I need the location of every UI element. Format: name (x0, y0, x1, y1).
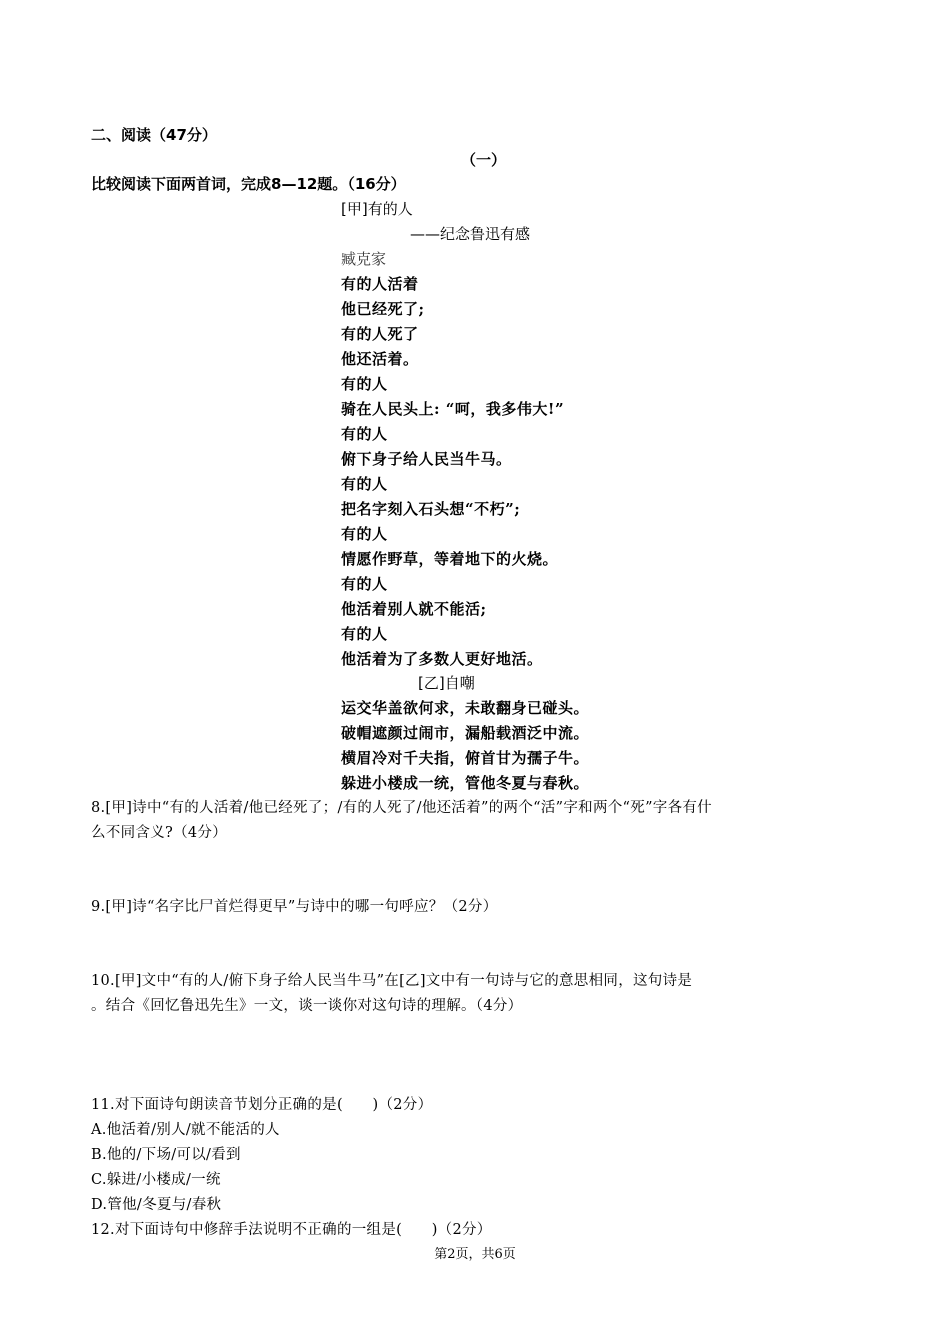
poem-a-line: 有的人 (341, 425, 388, 443)
poem-a-line: 有的人 (341, 525, 388, 543)
poem-b-line: 横眉冷对千夫指，俯首甘为孺子牛。 (341, 749, 590, 767)
option-b: B.他的/下场/可以/看到 (91, 1147, 241, 1163)
part-number: （一） (461, 151, 507, 169)
poem-a-title: [甲]有的人 (341, 200, 413, 218)
page-footer: 第2页，共6页 (434, 1247, 516, 1262)
poem-a-line: 他还活着。 (341, 350, 419, 368)
poem-a-line: 有的人死了 (341, 325, 419, 343)
option-c: C.躲进/小楼成/一统 (91, 1172, 221, 1188)
section-title: 二、阅读（47分） (91, 126, 217, 144)
poem-a-line: 有的人 (341, 475, 388, 493)
option-d: D.管他/冬夏与/春秋 (91, 1197, 222, 1213)
poem-b-line: 躲进小楼成一统，管他冬夏与春秋。 (341, 774, 590, 792)
poem-b-line: 运交华盖欲何求，未敢翻身已碰头。 (341, 699, 590, 717)
poem-a-author: 臧克家 (341, 250, 387, 268)
poem-a-line: 俯下身子给人民当牛马。 (341, 450, 512, 468)
question-10-continued: 。结合《回忆鲁迅先生》一文，谈一谈你对这句诗的理解。（4分） (91, 998, 523, 1014)
poem-a-line: 骑在人民头上: “呵，我多伟大!” (341, 400, 565, 418)
poem-a-subtitle: ——纪念鲁迅有感 (410, 225, 531, 243)
question-8: 8.[甲]诗中“有的人活着/他已经死了；/有的人死了/他还活着”的两个“活”字和两个“死”字各有什 (91, 800, 712, 816)
poem-a-line: 他已经死了; (341, 300, 425, 318)
question-8-continued: 么不同含义?（4分） (91, 825, 227, 841)
poem-a-line: 有的人 (341, 625, 388, 643)
question-9: 9.[甲]诗“名字比尸首烂得更早”与诗中的哪一句呼应？（2分） (91, 899, 498, 915)
reading-instruction: 比较阅读下面两首词，完成8—12题。（16分） (91, 175, 406, 193)
poem-a-line: 有的人活着 (341, 275, 419, 293)
poem-a-line: 他活着为了多数人更好地活。 (341, 650, 543, 668)
poem-a-line: 把名字刻入石头想“不朽”; (341, 500, 521, 518)
poem-b-title: [乙]自嘲 (418, 674, 475, 692)
poem-a-line: 情愿作野草，等着地下的火烧。 (341, 550, 559, 568)
poem-b-line: 破帽遮颜过闹市，漏船载酒泛中流。 (341, 724, 590, 742)
poem-a-line: 他活着别人就不能活; (341, 600, 487, 618)
question-11: 11.对下面诗句朗读音节划分正确的是( )（2分） (91, 1097, 433, 1113)
question-10: 10.[甲]文中“有的人/俯下身子给人民当牛马”在[乙]文中有一句诗与它的意思相同，这句诗是 (91, 973, 693, 989)
question-12: 12.对下面诗句中修辞手法说明不正确的一组是( )（2分） (91, 1222, 492, 1238)
poem-a-line: 有的人 (341, 375, 388, 393)
option-a: A.他活着/别人/就不能活的人 (91, 1122, 280, 1138)
poem-a-line: 有的人 (341, 575, 388, 593)
